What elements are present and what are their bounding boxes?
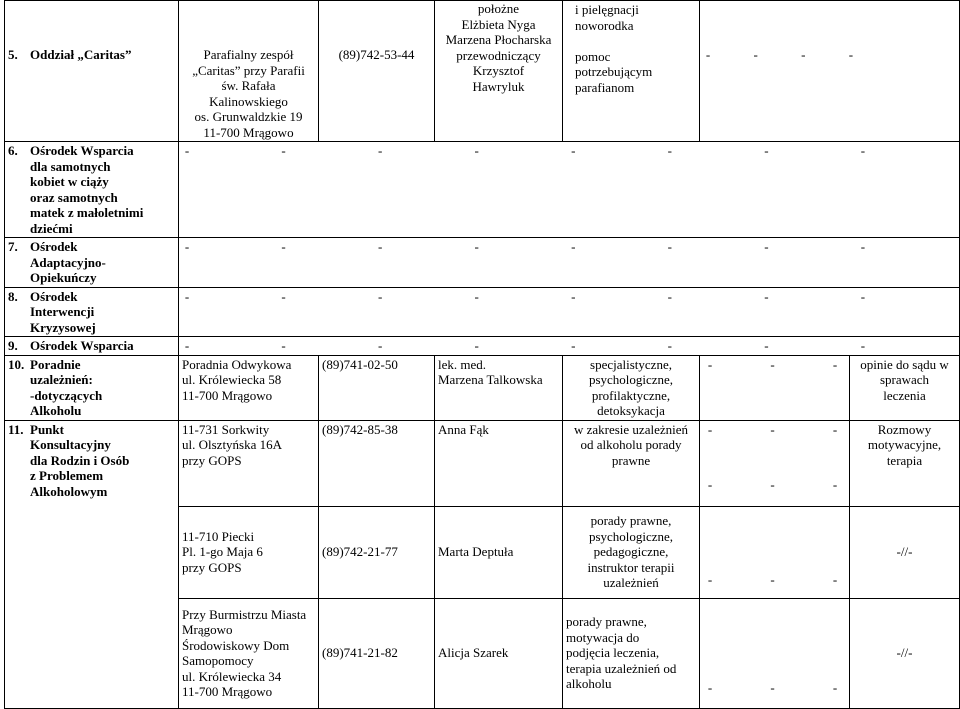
address-line: Poradnia Odwykowa — [182, 356, 292, 372]
empty-dash: - — [474, 288, 479, 304]
empty-dash: - — [667, 288, 672, 304]
row11a-services-cell — [563, 420, 700, 506]
empty-dash: - — [571, 239, 576, 254]
institution-name: Oddział „Caritas” — [30, 47, 132, 62]
service-line: terapia uzależnień od — [566, 660, 677, 676]
contact-line: przewodniczący — [456, 47, 541, 63]
table-row-5 — [5, 1, 960, 142]
contact-line: lek. med. — [438, 356, 487, 372]
service-line: noworodka — [575, 17, 634, 33]
row11c-contact-cell — [435, 598, 563, 708]
contact-line: Marzena Płocharska — [445, 32, 552, 47]
row11b-contact-cell — [435, 506, 563, 598]
row8-dash-cell — [179, 287, 960, 337]
phone-number: (89)741-21-82 — [322, 645, 398, 661]
empty-dash: - — [707, 356, 713, 372]
address-line: Środowiskowy Dom — [182, 637, 290, 653]
row5-dash-cell — [700, 1, 960, 142]
note-line: opinie do sądu w — [860, 356, 949, 372]
empty-dash: - — [281, 288, 286, 304]
institution-name: Interwencji — [30, 304, 95, 319]
service-line: pedagogiczne, — [593, 544, 669, 560]
institution-name: dla Rodzin i Osób — [30, 452, 130, 468]
empty-dash: - — [770, 572, 775, 587]
row-number: 8. — [8, 288, 18, 304]
table-row-11a — [5, 420, 960, 506]
empty-dash: - — [571, 338, 576, 353]
address-line: 11-700 Mrągowo — [182, 684, 273, 699]
service-line: psychologiczne, — [588, 528, 674, 544]
empty-dash: - — [667, 143, 672, 158]
service-line: parafianom — [575, 79, 635, 95]
row11c-phone-cell — [319, 598, 435, 708]
empty-dash: - — [281, 338, 286, 353]
empty-dash: - — [848, 47, 854, 62]
service-line: profilaktyczne, — [591, 387, 671, 403]
address-line: ul. Królewiecka 34 — [182, 668, 282, 684]
phone-number: (89)741-02-50 — [322, 356, 398, 372]
empty-dash: - — [860, 239, 866, 254]
row11c-dash-cell — [700, 598, 850, 708]
address-line: 11-731 Sorkwity — [182, 421, 270, 437]
note-line: terapia — [886, 452, 923, 468]
address-line: Pl. 1-go Maja 6 — [182, 544, 263, 560]
row10-name-cell — [5, 355, 179, 420]
row10-address-cell — [179, 355, 319, 420]
institution-name: Opiekuńczy — [30, 270, 97, 285]
empty-dash: - — [707, 572, 713, 587]
address-line: św. Rafała — [221, 78, 276, 93]
row9-name-cell — [5, 337, 179, 356]
row10-phone-cell — [319, 355, 435, 420]
row5-phone-cell — [319, 1, 435, 142]
service-line: instruktor terapii — [587, 559, 675, 575]
table-row-7 — [5, 238, 960, 288]
empty-dash: - — [764, 143, 769, 158]
empty-dash: - — [764, 239, 769, 254]
address-line: os. Grunwaldzkie 19 — [194, 109, 303, 124]
row10-services-cell — [563, 355, 700, 420]
address-line: ul. Olsztyńska 16A — [182, 437, 283, 452]
row11b-phone-cell — [319, 506, 435, 598]
empty-dash: - — [707, 477, 713, 492]
row6-name-cell — [5, 142, 179, 238]
institution-name: Punkt — [30, 421, 64, 437]
empty-dash: - — [705, 47, 711, 62]
institution-name: matek z małoletnimi — [30, 205, 144, 220]
contact-line: Krzysztof — [472, 63, 525, 78]
row-number: 6. — [8, 143, 18, 158]
note-line: motywacyjne, — [867, 437, 942, 452]
row11a-notes-cell — [850, 420, 960, 506]
empty-dash: - — [832, 680, 838, 695]
empty-dash: - — [377, 338, 383, 353]
phone-number: (89)742-53-44 — [338, 47, 415, 62]
institution-name: Kryzysowej — [30, 319, 96, 335]
note-line: Rozmowy — [877, 421, 932, 437]
row5-address-cell — [179, 1, 319, 142]
address-line: ul. Królewiecka 58 — [182, 372, 282, 387]
empty-dash: - — [184, 143, 190, 158]
address-line: 11-710 Piecki — [182, 528, 255, 544]
service-line: uzależnień — [603, 575, 659, 591]
empty-dash: - — [667, 338, 672, 353]
row6-dash-cell — [179, 142, 960, 238]
address-line: przy GOPS — [182, 559, 242, 575]
empty-dash: - — [707, 421, 713, 437]
empty-dash: - — [571, 288, 576, 304]
row7-dash-cell — [179, 238, 960, 288]
institution-name: Ośrodek — [30, 239, 78, 254]
empty-dash: - — [832, 356, 838, 372]
service-line: motywacja do — [566, 629, 640, 645]
row-number: 11. — [8, 421, 24, 437]
service-line: prawne — [611, 452, 651, 468]
empty-dash: - — [770, 477, 775, 492]
empty-dash: - — [184, 288, 190, 304]
service-line: podjęcia leczenia, — [566, 645, 660, 661]
address-line: Mrągowo — [182, 622, 233, 637]
table-row-9 — [5, 337, 960, 356]
empty-dash: - — [764, 288, 769, 304]
row10-dash-cell — [700, 355, 850, 420]
institution-name: oraz samotnych — [30, 189, 118, 205]
service-line: w zakresie uzależnień — [573, 421, 689, 437]
row5-services-cell — [563, 1, 700, 142]
empty-dash: - — [571, 143, 576, 158]
address-line: przy GOPS — [182, 452, 242, 468]
institution-name: Konsultacyjny — [30, 437, 111, 452]
phone-number: (89)742-21-77 — [322, 544, 398, 560]
empty-dash: - — [474, 338, 479, 353]
empty-dash: - — [770, 356, 775, 372]
service-line: porady prawne, — [590, 513, 672, 529]
table-row-8 — [5, 287, 960, 337]
contact-line: Elżbieta Nyga — [461, 16, 536, 32]
address-line: Samopomocy — [182, 653, 254, 668]
empty-dash: - — [860, 288, 866, 304]
row5-name-cell — [5, 1, 179, 142]
service-line: detoksykacja — [597, 403, 665, 418]
address-line: 11-700 Mrągowo — [182, 387, 273, 403]
empty-dash: - — [474, 143, 479, 158]
address-line: Kalinowskiego — [209, 93, 288, 109]
row11b-address-cell — [179, 506, 319, 598]
note-line: leczenia — [883, 387, 926, 403]
table-row-10 — [5, 355, 960, 420]
row5-contact-cell — [435, 1, 563, 142]
empty-dash: - — [474, 239, 479, 254]
service-line: porady prawne, — [566, 614, 647, 630]
institutions-table — [4, 0, 960, 709]
row-number: 9. — [8, 338, 18, 353]
address-line: Parafialny zespół — [203, 47, 294, 62]
row-number: 5. — [8, 47, 18, 62]
empty-dash: - — [860, 338, 866, 353]
empty-dash: - — [832, 477, 838, 492]
empty-dash: - — [832, 421, 838, 437]
note-line: -//- — [896, 544, 913, 560]
row10-contact-cell — [435, 355, 563, 420]
row8-name-cell — [5, 287, 179, 337]
empty-dash: - — [377, 143, 383, 158]
address-line: „Caritas” przy Parafii — [192, 62, 305, 78]
row11a-contact-cell — [435, 420, 563, 506]
service-line: pomoc — [575, 48, 611, 64]
contact-line: Marta Deptuła — [438, 544, 514, 560]
service-line: i pielęgnacji — [575, 2, 639, 17]
service-line: specjalistyczne, — [590, 356, 672, 372]
empty-dash: - — [377, 239, 383, 254]
institution-name: Poradnie — [30, 356, 81, 372]
service-line: psychologiczne, — [588, 372, 674, 387]
row7-name-cell — [5, 238, 179, 288]
empty-dash: - — [801, 47, 806, 62]
row11a-phone-cell — [319, 420, 435, 506]
institution-name: -dotyczących — [30, 387, 103, 403]
empty-dash: - — [707, 680, 713, 695]
table-row-6 — [5, 142, 960, 238]
institution-name: Alkoholowym — [30, 483, 108, 499]
note-line: -//- — [896, 645, 913, 661]
institution-name: kobiet w ciąży — [30, 174, 109, 189]
institution-name: Adaptacyjno- — [30, 254, 106, 270]
service-line: alkoholu — [566, 676, 612, 692]
empty-dash: - — [184, 239, 190, 254]
row-number: 7. — [8, 239, 18, 254]
phone-number: (89)742-85-38 — [322, 421, 398, 437]
row11b-notes-cell — [850, 506, 960, 598]
empty-dash: - — [832, 572, 838, 587]
service-line — [575, 33, 696, 49]
address-line: Przy Burmistrzu Miasta — [182, 606, 307, 622]
empty-dash: - — [764, 338, 769, 353]
contact-line: Hawryluk — [472, 78, 525, 94]
row10-notes-cell — [850, 355, 960, 420]
institution-name: Ośrodek Wsparcia — [30, 338, 134, 353]
contact-line: Marzena Talkowska — [438, 372, 543, 387]
empty-dash: - — [667, 239, 672, 254]
row11b-services-cell — [563, 506, 700, 598]
row11c-notes-cell — [850, 598, 960, 708]
row11c-services-cell — [563, 598, 700, 708]
empty-dash: - — [281, 239, 286, 254]
institution-name: Ośrodek Wsparcia — [30, 143, 134, 158]
institution-name: Ośrodek — [30, 288, 78, 304]
contact-line: położne — [477, 1, 520, 16]
contact-line: Anna Fąk — [438, 421, 489, 437]
row11-name-cell — [5, 420, 179, 708]
row11b-dash-cell — [700, 506, 850, 598]
empty-dash: - — [281, 143, 286, 158]
address-line: 11-700 Mrągowo — [203, 124, 294, 140]
empty-dash: - — [860, 143, 866, 158]
institution-name: dziećmi — [30, 220, 73, 236]
row9-dash-cell — [179, 337, 960, 356]
row-number: 10. — [8, 356, 25, 372]
service-line: od alkoholu porady — [580, 437, 682, 452]
institution-name: Alkoholu — [30, 403, 82, 418]
institution-name: dla samotnych — [30, 158, 111, 174]
empty-dash: - — [184, 338, 190, 353]
institution-name: z Problemem — [30, 468, 104, 483]
row11a-address-cell — [179, 420, 319, 506]
note-line: sprawach — [879, 372, 930, 387]
contact-line: Alicja Szarek — [438, 645, 509, 661]
empty-dash: - — [770, 421, 775, 437]
row11c-address-cell — [179, 598, 319, 708]
empty-dash: - — [753, 47, 758, 62]
service-line: potrzebującym — [575, 64, 653, 79]
empty-dash: - — [377, 288, 383, 304]
row11a-dash-cell — [700, 420, 850, 506]
empty-dash: - — [770, 680, 775, 695]
institution-name: uzależnień: — [30, 372, 93, 387]
